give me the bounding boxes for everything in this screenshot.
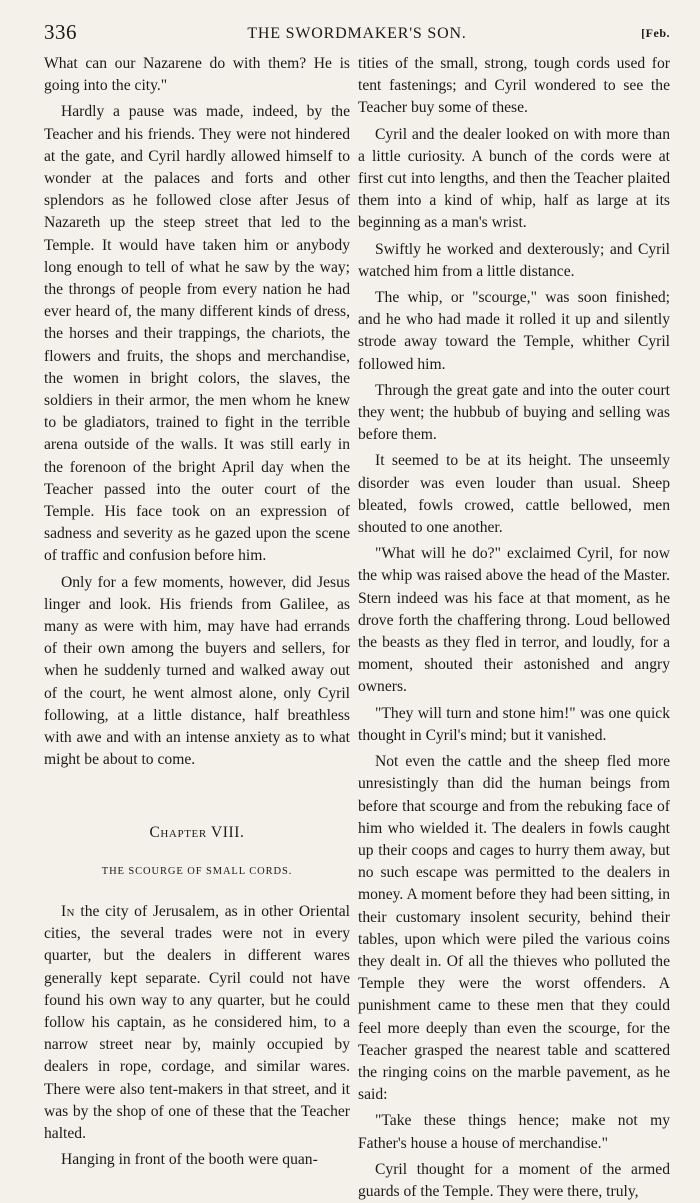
paragraph: The whip, or "scourge," was soon finished; and he who had made it rolled it up and silently strode away toward the Temple, whither Cyril followed him. (358, 289, 670, 373)
chapter-subtitle: THE SCOURGE OF SMALL CORDS. (101, 865, 293, 877)
paragraph-body: the city of Jerusalem, as in other Oriental cities, the several trades were not in every quarter, but the dealers in different wares generally kept separate. Cyril could not have found his own way to any quarter, but he could follow his captain, as he considered him, to a narrow street near by, mainly occupied by dealers in rope, cordage, and similar wares. There were also tent-makers in that street, and it was by the shop of one of these that the Teacher halted. (44, 902, 350, 1142)
paragraph: Swiftly he worked and dexterously; and Cyril watched him from a little distance. (358, 240, 670, 280)
paragraph-lead-word: In (61, 902, 75, 920)
paragraph: Only for a few moments, however, did Jesus linger and look. His friends from Galilee, as many as were with him, may have had errands of their own among the buyers and sellers, for when he suddenly turned and walked away out of the court, he went almost alone, only Cyril following, at a little distance, half breathless with awe and with an intense anxiety as to what might be about to come. (44, 573, 350, 769)
right-column (358, 53, 670, 1203)
paragraph (44, 901, 350, 1145)
paragraph: Hanging in front of the booth were quan- (61, 1151, 318, 1169)
page-number: 336 (44, 20, 77, 44)
paragraph: "They will turn and stone him!" was one quick thought in Cyril's mind; but it vanished. (358, 704, 670, 744)
paragraph: Hardly a pause was made, indeed, by the Teacher and his friends. They were not hindered at the gate, and Cyril hardly allowed himself to wonder at the palaces and forts and other splendors as he followed close after Jesus of Nazareth up the steep street that led to the Temple. It would have taken him or anybody long enough to tell of what he saw by the way; the throngs of people from every nation he had ever heard of, the many different kinds of dress, the horses and their trappings, the chariots, the flowers and fruits, the shops and merchandise, the women in bright colors, the slaves, the soldiers in their armor, the men whom he knew to be gladiators, trained to fight in the terrible arena outside of the walls. It was still early in the forenoon of the bright April day when the Teacher passed into the outer court of the Temple. His face took on an expression of sadness and severity as he gazed upon the scene of traffic and confusion before him. (44, 103, 350, 565)
paragraph: "Take these things hence; make not my Father's house a house of merchandise." (358, 1112, 670, 1152)
paragraph: What can our Nazarene do with them? He is going into the city." (44, 55, 350, 95)
paragraph: Cyril and the dealer looked on with more than a little curiosity. A bunch of the cords were at first cut into lengths, and then the Teacher plaited them into a kind of whip, half as large at its beginning as a man's wrist. (358, 125, 670, 232)
left-column (44, 53, 350, 1171)
paragraph: tities of the small, strong, tough cords used for tent fastenings; and Cyril wondered to see the Teacher buy some of these. (358, 55, 670, 117)
chapter-heading: Chapter VIII. (149, 823, 245, 841)
running-title: THE SWORDMAKER'S SON. (247, 25, 467, 42)
paragraph: "What will he do?" exclaimed Cyril, for now the whip was raised above the head of the Master. Stern indeed was his face at that moment, as he drove forth the chaffering throng. Loud bellowed the beasts as they fled in terror, and loudly, for a moment, shouted their astonished and angry owners. (358, 545, 670, 696)
paragraph: It seemed to be at its height. The unseemly disorder was even louder than usual. Sheep bleated, fowls crowed, cattle bellowed, men shouted to one another. (358, 452, 670, 537)
page-header (44, 20, 670, 46)
paragraph: Not even the cattle and the sheep fled more unresistingly than did the human beings from before that scourge and from the rebuking face of him who wielded it. The dealers in fowls caught up their coops and cages to hurry them away, but no such escape was permitted to the dealers in money. A moment before they had been sitting, in their customary insolent security, behind their tables, upon which were piled the various coins they dealt in. Of all the thieves who polluted the Temple they were the worst offenders. A punishment came to these men that they could feel more deeply than even the scourge, for the Teacher grasped the nearest table and scattered the ringing coins on the marble pavement, as he said: (358, 753, 670, 1104)
paragraph: Cyril thought for a moment of the armed guards of the Temple. They were there, truly, (358, 1160, 670, 1200)
paragraph: Through the great gate and into the outer court they went; the hubbub of buying and selling was before them. (358, 381, 670, 444)
issue-month: [Feb. (641, 26, 670, 40)
